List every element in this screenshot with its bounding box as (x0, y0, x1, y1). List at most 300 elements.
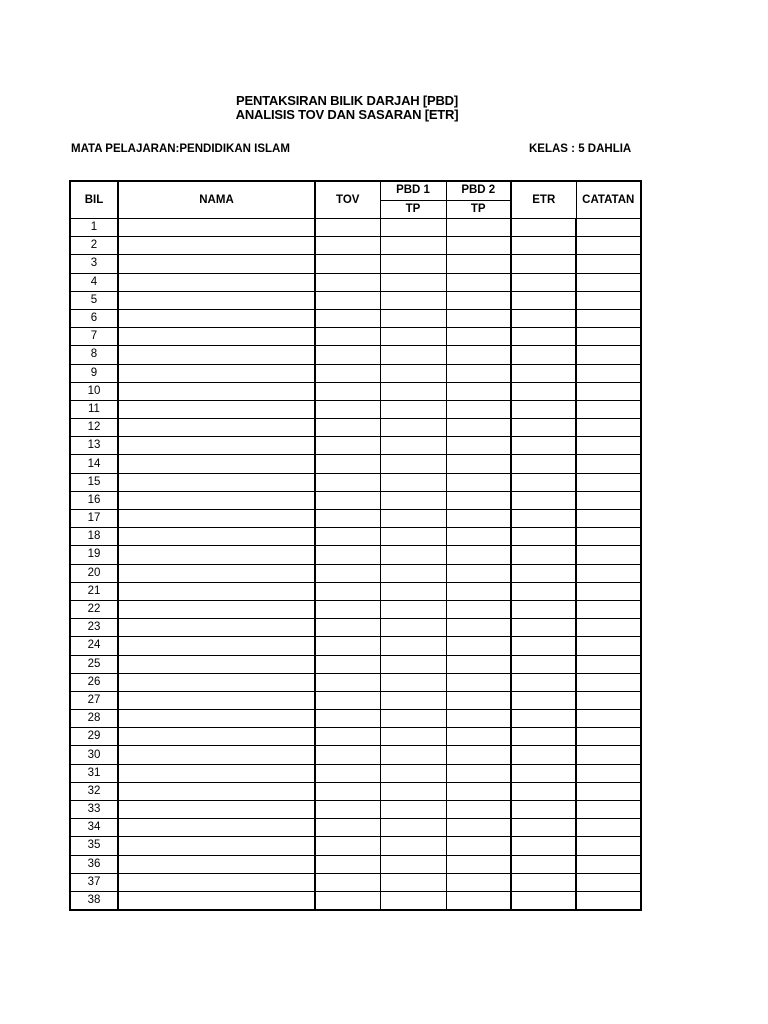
header-pbd2: PBD 2 (446, 181, 511, 200)
nama-cell[interactable] (118, 400, 315, 418)
catatan-cell[interactable] (576, 819, 641, 837)
table-row (70, 273, 707, 291)
bil-cell: 19 (70, 546, 118, 564)
etr-cell[interactable] (511, 819, 576, 837)
table-row (70, 328, 707, 346)
etr-cell[interactable] (511, 837, 576, 855)
table-row (70, 364, 707, 382)
header-etr: ETR (511, 181, 576, 219)
bil-cell: 10 (70, 382, 118, 400)
table-row (70, 728, 707, 746)
etr-cell[interactable] (511, 600, 576, 618)
pbd2-tp-cell[interactable] (446, 855, 511, 873)
pbd1-tp-cell[interactable] (380, 637, 446, 655)
catatan-cell[interactable] (576, 273, 641, 291)
etr-cell[interactable] (511, 237, 576, 255)
pbd1-tp-cell[interactable] (380, 691, 446, 709)
bil-cell: 6 (70, 309, 118, 327)
pbd2-tp-cell[interactable] (446, 510, 511, 528)
bil-cell: 1 (70, 219, 118, 237)
etr-cell[interactable] (511, 291, 576, 309)
etr-cell[interactable] (511, 255, 576, 273)
etr-cell[interactable] (511, 546, 576, 564)
bil-cell: 28 (70, 710, 118, 728)
nama-cell[interactable] (118, 600, 315, 618)
tov-cell[interactable] (315, 364, 380, 382)
nama-cell[interactable] (118, 782, 315, 800)
pbd1-tp-cell[interactable] (380, 473, 446, 491)
pbd2-tp-cell[interactable] (446, 328, 511, 346)
pbd1-tp-cell[interactable] (380, 655, 446, 673)
pbd2-tp-cell[interactable] (446, 728, 511, 746)
bil-cell: 14 (70, 455, 118, 473)
bil-cell: 30 (70, 746, 118, 764)
table-row (70, 582, 707, 600)
etr-cell[interactable] (511, 582, 576, 600)
catatan-cell[interactable] (576, 364, 641, 382)
bil-cell: 31 (70, 764, 118, 782)
nama-cell[interactable] (118, 582, 315, 600)
pbd1-tp-cell[interactable] (380, 891, 446, 910)
bil-cell: 5 (70, 291, 118, 309)
pbd1-tp-cell[interactable] (380, 273, 446, 291)
catatan-cell[interactable] (576, 546, 641, 564)
tov-cell[interactable] (315, 255, 380, 273)
etr-cell[interactable] (511, 455, 576, 473)
pbd1-tp-cell[interactable] (380, 837, 446, 855)
catatan-cell[interactable] (576, 691, 641, 709)
catatan-cell[interactable] (576, 437, 641, 455)
pbd2-tp-cell[interactable] (446, 801, 511, 819)
nama-cell[interactable] (118, 255, 315, 273)
nama-cell[interactable] (118, 710, 315, 728)
tov-cell[interactable] (315, 710, 380, 728)
pbd2-tp-cell[interactable] (446, 473, 511, 491)
tov-cell[interactable] (315, 237, 380, 255)
bil-cell: 9 (70, 364, 118, 382)
tov-cell[interactable] (315, 382, 380, 400)
pbd1-tp-cell[interactable] (380, 746, 446, 764)
pbd2-tp-cell[interactable] (446, 419, 511, 437)
table-row (70, 710, 707, 728)
tov-cell[interactable] (315, 728, 380, 746)
tov-cell[interactable] (315, 782, 380, 800)
pbd2-tp-cell[interactable] (446, 764, 511, 782)
catatan-cell[interactable] (576, 309, 641, 327)
pbd1-tp-cell[interactable] (380, 291, 446, 309)
tov-cell[interactable] (315, 673, 380, 691)
pbd1-tp-cell[interactable] (380, 455, 446, 473)
tov-cell[interactable] (315, 346, 380, 364)
nama-cell[interactable] (118, 819, 315, 837)
catatan-cell[interactable] (576, 764, 641, 782)
pbd2-tp-cell[interactable] (446, 582, 511, 600)
bil-cell: 3 (70, 255, 118, 273)
bil-cell: 11 (70, 400, 118, 418)
tov-cell[interactable] (315, 419, 380, 437)
catatan-cell[interactable] (576, 728, 641, 746)
table-row (70, 510, 707, 528)
catatan-cell[interactable] (576, 346, 641, 364)
tov-cell[interactable] (315, 328, 380, 346)
bil-cell: 12 (70, 419, 118, 437)
catatan-cell[interactable] (576, 255, 641, 273)
table-row (70, 673, 707, 691)
pbd1-tp-cell[interactable] (380, 873, 446, 891)
etr-cell[interactable] (511, 637, 576, 655)
etr-cell[interactable] (511, 491, 576, 509)
pbd2-tp-cell[interactable] (446, 291, 511, 309)
etr-cell[interactable] (511, 382, 576, 400)
pbd2-tp-cell[interactable] (446, 837, 511, 855)
etr-cell[interactable] (511, 510, 576, 528)
catatan-cell[interactable] (576, 891, 641, 910)
nama-cell[interactable] (118, 691, 315, 709)
table-row (70, 546, 707, 564)
etr-cell[interactable] (511, 801, 576, 819)
catatan-cell[interactable] (576, 600, 641, 618)
catatan-cell[interactable] (576, 219, 641, 237)
pbd2-tp-cell[interactable] (446, 710, 511, 728)
nama-cell[interactable] (118, 891, 315, 910)
catatan-cell[interactable] (576, 419, 641, 437)
nama-cell[interactable] (118, 473, 315, 491)
pbd1-tp-cell[interactable] (380, 510, 446, 528)
table-row (70, 764, 707, 782)
catatan-cell[interactable] (576, 237, 641, 255)
header-pbd1-tp: TP (380, 200, 446, 219)
etr-cell[interactable] (511, 528, 576, 546)
tov-cell[interactable] (315, 473, 380, 491)
etr-cell[interactable] (511, 873, 576, 891)
catatan-cell[interactable] (576, 655, 641, 673)
etr-cell[interactable] (511, 655, 576, 673)
pbd2-tp-cell[interactable] (446, 655, 511, 673)
tov-cell[interactable] (315, 309, 380, 327)
bil-cell: 21 (70, 582, 118, 600)
pbd1-tp-cell[interactable] (380, 600, 446, 618)
pbd1-tp-cell[interactable] (380, 564, 446, 582)
pbd1-tp-cell[interactable] (380, 364, 446, 382)
etr-cell[interactable] (511, 309, 576, 327)
catatan-cell[interactable] (576, 746, 641, 764)
pbd2-tp-cell[interactable] (446, 873, 511, 891)
etr-cell[interactable] (511, 564, 576, 582)
tov-cell[interactable] (315, 746, 380, 764)
bil-cell: 23 (70, 619, 118, 637)
pbd1-tp-cell[interactable] (380, 582, 446, 600)
table-row (70, 419, 707, 437)
catatan-cell[interactable] (576, 801, 641, 819)
table-row (70, 855, 707, 873)
table-row (70, 782, 707, 800)
pbd2-tp-cell[interactable] (446, 273, 511, 291)
table-row (70, 637, 707, 655)
nama-cell[interactable] (118, 746, 315, 764)
pbd2-tp-cell[interactable] (446, 382, 511, 400)
tov-cell[interactable] (315, 546, 380, 564)
tov-cell[interactable] (315, 873, 380, 891)
bil-cell: 26 (70, 673, 118, 691)
tov-cell[interactable] (315, 564, 380, 582)
catatan-cell[interactable] (576, 455, 641, 473)
nama-cell[interactable] (118, 837, 315, 855)
pbd2-tp-cell[interactable] (446, 255, 511, 273)
etr-cell[interactable] (511, 855, 576, 873)
pbd2-tp-cell[interactable] (446, 619, 511, 637)
pbd1-tp-cell[interactable] (380, 309, 446, 327)
tov-cell[interactable] (315, 437, 380, 455)
pbd2-tp-cell[interactable] (446, 491, 511, 509)
pbd2-tp-cell[interactable] (446, 528, 511, 546)
pbd2-tp-cell[interactable] (446, 819, 511, 837)
pbd2-tp-cell[interactable] (446, 364, 511, 382)
tov-cell[interactable] (315, 219, 380, 237)
pbd1-tp-cell[interactable] (380, 728, 446, 746)
nama-cell[interactable] (118, 728, 315, 746)
catatan-cell[interactable] (576, 400, 641, 418)
tov-cell[interactable] (315, 455, 380, 473)
nama-cell[interactable] (118, 237, 315, 255)
subject-label: MATA PELAJARAN:PENDIDIKAN ISLAM (71, 143, 290, 155)
etr-cell[interactable] (511, 728, 576, 746)
pbd2-tp-cell[interactable] (446, 455, 511, 473)
catatan-cell[interactable] (576, 510, 641, 528)
catatan-cell[interactable] (576, 710, 641, 728)
nama-cell[interactable] (118, 655, 315, 673)
table-row (70, 473, 707, 491)
nama-cell[interactable] (118, 309, 315, 327)
nama-cell[interactable] (118, 291, 315, 309)
catatan-cell[interactable] (576, 873, 641, 891)
nama-cell[interactable] (118, 619, 315, 637)
header-pbd1: PBD 1 (380, 181, 446, 200)
pbd1-tp-cell[interactable] (380, 619, 446, 637)
bil-cell: 16 (70, 491, 118, 509)
table-row (70, 655, 707, 673)
bil-cell: 2 (70, 237, 118, 255)
tov-cell[interactable] (315, 600, 380, 618)
tov-cell[interactable] (315, 528, 380, 546)
pbd1-tp-cell[interactable] (380, 546, 446, 564)
catatan-cell[interactable] (576, 855, 641, 873)
nama-cell[interactable] (118, 437, 315, 455)
bil-cell: 35 (70, 837, 118, 855)
tov-cell[interactable] (315, 837, 380, 855)
etr-cell[interactable] (511, 437, 576, 455)
pbd2-tp-cell[interactable] (446, 746, 511, 764)
tov-cell[interactable] (315, 619, 380, 637)
catatan-cell[interactable] (576, 328, 641, 346)
etr-cell[interactable] (511, 346, 576, 364)
nama-cell[interactable] (118, 346, 315, 364)
table-row (70, 819, 707, 837)
pbd1-tp-cell[interactable] (380, 491, 446, 509)
table-row (70, 873, 707, 891)
catatan-cell[interactable] (576, 473, 641, 491)
catatan-cell[interactable] (576, 619, 641, 637)
nama-cell[interactable] (118, 564, 315, 582)
nama-cell[interactable] (118, 382, 315, 400)
pbd1-tp-cell[interactable] (380, 219, 446, 237)
pbd1-tp-cell[interactable] (380, 382, 446, 400)
pbd2-tp-cell[interactable] (446, 564, 511, 582)
pbd1-tp-cell[interactable] (380, 764, 446, 782)
pbd1-tp-cell[interactable] (380, 255, 446, 273)
nama-cell[interactable] (118, 419, 315, 437)
table-row (70, 491, 707, 509)
bil-cell: 34 (70, 819, 118, 837)
tov-cell[interactable] (315, 801, 380, 819)
nama-cell[interactable] (118, 855, 315, 873)
nama-cell[interactable] (118, 764, 315, 782)
pbd2-tp-cell[interactable] (446, 219, 511, 237)
etr-cell[interactable] (511, 673, 576, 691)
etr-cell[interactable] (511, 782, 576, 800)
header-tov: TOV (315, 181, 380, 219)
catatan-cell[interactable] (576, 382, 641, 400)
pbd1-tp-cell[interactable] (380, 528, 446, 546)
bil-cell: 29 (70, 728, 118, 746)
pbd1-tp-cell[interactable] (380, 819, 446, 837)
pbd1-tp-cell[interactable] (380, 855, 446, 873)
bil-cell: 18 (70, 528, 118, 546)
table-row (70, 237, 707, 255)
nama-cell[interactable] (118, 219, 315, 237)
tov-cell[interactable] (315, 510, 380, 528)
pbd1-tp-cell[interactable] (380, 782, 446, 800)
catatan-cell[interactable] (576, 564, 641, 582)
tov-cell[interactable] (315, 655, 380, 673)
bil-cell: 24 (70, 637, 118, 655)
etr-cell[interactable] (511, 619, 576, 637)
etr-cell[interactable] (511, 710, 576, 728)
bil-cell: 33 (70, 801, 118, 819)
nama-cell[interactable] (118, 491, 315, 509)
etr-cell[interactable] (511, 400, 576, 418)
table-row (70, 437, 707, 455)
tov-cell[interactable] (315, 491, 380, 509)
document-title: PENTAKSIRAN BILIK DARJAH [PBD] (236, 93, 458, 108)
tov-cell[interactable] (315, 291, 380, 309)
catatan-cell[interactable] (576, 673, 641, 691)
nama-cell[interactable] (118, 637, 315, 655)
pbd1-tp-cell[interactable] (380, 328, 446, 346)
nama-cell[interactable] (118, 546, 315, 564)
etr-cell[interactable] (511, 746, 576, 764)
pbd1-tp-cell[interactable] (380, 801, 446, 819)
etr-cell[interactable] (511, 328, 576, 346)
bil-cell: 15 (70, 473, 118, 491)
etr-cell[interactable] (511, 691, 576, 709)
nama-cell[interactable] (118, 273, 315, 291)
tov-cell[interactable] (315, 637, 380, 655)
bil-cell: 36 (70, 855, 118, 873)
table-row (70, 837, 707, 855)
tov-cell[interactable] (315, 819, 380, 837)
pbd2-tp-cell[interactable] (446, 437, 511, 455)
catatan-cell[interactable] (576, 528, 641, 546)
pbd1-tp-cell[interactable] (380, 710, 446, 728)
pbd1-tp-cell[interactable] (380, 346, 446, 364)
etr-cell[interactable] (511, 419, 576, 437)
nama-cell[interactable] (118, 364, 315, 382)
bil-cell: 22 (70, 600, 118, 618)
tov-cell[interactable] (315, 582, 380, 600)
nama-cell[interactable] (118, 528, 315, 546)
pbd1-tp-cell[interactable] (380, 437, 446, 455)
catatan-cell[interactable] (576, 291, 641, 309)
pbd1-tp-cell[interactable] (380, 400, 446, 418)
etr-cell[interactable] (511, 764, 576, 782)
pbd1-tp-cell[interactable] (380, 673, 446, 691)
tov-cell[interactable] (315, 691, 380, 709)
bil-cell: 32 (70, 782, 118, 800)
header-nama: NAMA (118, 181, 315, 219)
table-row (70, 382, 707, 400)
nama-cell[interactable] (118, 801, 315, 819)
bil-cell: 7 (70, 328, 118, 346)
pbd2-tp-cell[interactable] (446, 891, 511, 910)
nama-cell[interactable] (118, 328, 315, 346)
pbd2-tp-cell[interactable] (446, 637, 511, 655)
table-row (70, 346, 707, 364)
pbd2-tp-cell[interactable] (446, 673, 511, 691)
etr-cell[interactable] (511, 891, 576, 910)
catatan-cell[interactable] (576, 582, 641, 600)
nama-cell[interactable] (118, 873, 315, 891)
tov-cell[interactable] (315, 400, 380, 418)
pbd2-tp-cell[interactable] (446, 691, 511, 709)
pbd2-tp-cell[interactable] (446, 309, 511, 327)
etr-cell[interactable] (511, 364, 576, 382)
table-row (70, 691, 707, 709)
pbd2-tp-cell[interactable] (446, 600, 511, 618)
catatan-cell[interactable] (576, 782, 641, 800)
table-row (70, 600, 707, 618)
tov-cell[interactable] (315, 855, 380, 873)
pbd2-tp-cell[interactable] (446, 782, 511, 800)
table-row (70, 746, 707, 764)
pbd2-tp-cell[interactable] (446, 400, 511, 418)
tov-cell[interactable] (315, 891, 380, 910)
tov-cell[interactable] (315, 273, 380, 291)
nama-cell[interactable] (118, 455, 315, 473)
table-row (70, 291, 707, 309)
table-row (70, 564, 707, 582)
tov-cell[interactable] (315, 764, 380, 782)
student-table (69, 180, 708, 911)
table-row (70, 219, 707, 237)
nama-cell[interactable] (118, 510, 315, 528)
catatan-cell[interactable] (576, 837, 641, 855)
catatan-cell[interactable] (576, 637, 641, 655)
nama-cell[interactable] (118, 673, 315, 691)
etr-cell[interactable] (511, 219, 576, 237)
etr-cell[interactable] (511, 273, 576, 291)
class-label: KELAS : 5 DAHLIA (529, 143, 632, 155)
etr-cell[interactable] (511, 473, 576, 491)
table-row (70, 309, 707, 327)
catatan-cell[interactable] (576, 491, 641, 509)
pbd2-tp-cell[interactable] (446, 546, 511, 564)
header-bil: BIL (70, 181, 118, 219)
pbd2-tp-cell[interactable] (446, 346, 511, 364)
bil-cell: 13 (70, 437, 118, 455)
pbd1-tp-cell[interactable] (380, 419, 446, 437)
pbd2-tp-cell[interactable] (446, 237, 511, 255)
pbd1-tp-cell[interactable] (380, 237, 446, 255)
